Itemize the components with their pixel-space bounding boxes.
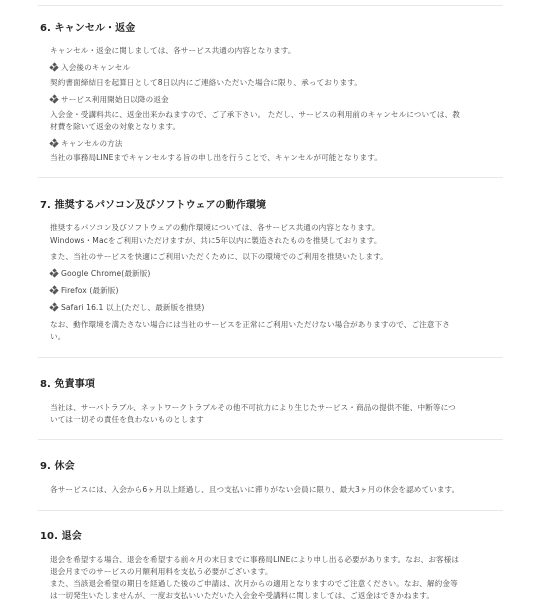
environment-text: また、当社のサービスを快適にご利用いただくために、以下の環境でのご利用を推奨いたします。	[50, 252, 388, 261]
diamond-bullet-icon	[50, 95, 58, 103]
section-divider	[38, 5, 503, 6]
environment-note: い。	[50, 332, 66, 341]
browser-item: Google Chrome(最新版)	[50, 268, 150, 279]
section-divider	[38, 510, 503, 511]
section-divider	[38, 357, 503, 358]
cancel-item-text: 材費を除いて返金の対象となります。	[50, 122, 181, 131]
cancel-item-label: キャンセルの方法	[50, 138, 123, 149]
diamond-bullet-icon	[50, 139, 58, 147]
cancel-item-text: 入会金・受講料共に、返金出来かねますので、ご了承下さい。 ただし、サービスの利用前のキャンセルについては、教	[50, 110, 460, 119]
section-divider	[38, 439, 503, 440]
diamond-bullet-icon	[50, 286, 58, 294]
browser-item: Firefox (最新版)	[50, 285, 119, 296]
withdrawal-text: 退会月までのサービスの月額利用料を支払う必要がございます。	[50, 567, 273, 576]
cancel-item-label: 入会後のキャンセル	[50, 62, 130, 73]
environment-text: Windows・Macをご利用いただけますが、共に5年以内に製造されたものを推奨しております。	[50, 236, 382, 245]
disclaimer-text: いては一切その責任を負わないものとします	[50, 415, 204, 424]
withdrawal-text: また、当該退会希望の期日を経過した後のご申請は、次月からの適用となりますのでご注意ください。なお、解約金等	[50, 579, 458, 588]
diamond-bullet-icon	[50, 63, 58, 71]
section-divider	[38, 177, 503, 178]
section-title-withdrawal: 10. 退会	[40, 531, 82, 542]
section-title-environment: 7. 推奨するパソコン及びソフトウェアの動作環境	[40, 200, 267, 211]
section-title-disclaimer: 8. 免責事項	[40, 379, 95, 390]
cancel-item-text: 当社の事務局LINEまでキャンセルする旨の申し出を行うことで、キャンセルが可能となります。	[50, 153, 383, 162]
section-title-suspension: 9. 休会	[40, 461, 75, 472]
environment-note: なお、動作環境を満たさない場合には当社のサービスを正常にご利用いただけない場合がありますので、ご注意下さ	[50, 320, 450, 329]
cancel-intro: キャンセル・返金に関しましては、各サービス共通の内容となります。	[50, 46, 296, 55]
withdrawal-text: 退会を希望する場合、退会を希望する前々月の末日までに事務局LINEにより申し出る必要があります。なお、お客様は	[50, 555, 460, 564]
diamond-bullet-icon	[50, 269, 58, 277]
withdrawal-text: は一切発生いたしませんが、一度お支払いいただいた入会金や受講料に関しましては、ご返金はできかねます。	[50, 591, 435, 600]
suspension-text: 各サービスには、入会から6ヶ月以上経過し、且つ支払いに滞りがない会員に限り、最大3ヶ月の休会を認めています。	[50, 485, 460, 494]
cancel-item-label: サービス利用開始日以降の返金	[50, 94, 169, 105]
environment-text: 推奨するパソコン及びソフトウェアの動作環境については、各サービス共通の内容となります。	[50, 223, 380, 232]
browser-item: Safari 16.1 以上(ただし、最新版を推奨)	[50, 302, 204, 313]
diamond-bullet-icon	[50, 303, 58, 311]
section-title-cancel: 6. キャンセル・返金	[40, 23, 136, 34]
disclaimer-text: 当社は、サーバトラブル、ネットワークトラブルその他不可抗力により生じたサービス・商品の提供不能、中断等につ	[50, 403, 456, 412]
cancel-item-text: 契約書面締結日を起算日として8日以内にご連絡いただいた場合に限り、承っております。	[50, 78, 363, 87]
